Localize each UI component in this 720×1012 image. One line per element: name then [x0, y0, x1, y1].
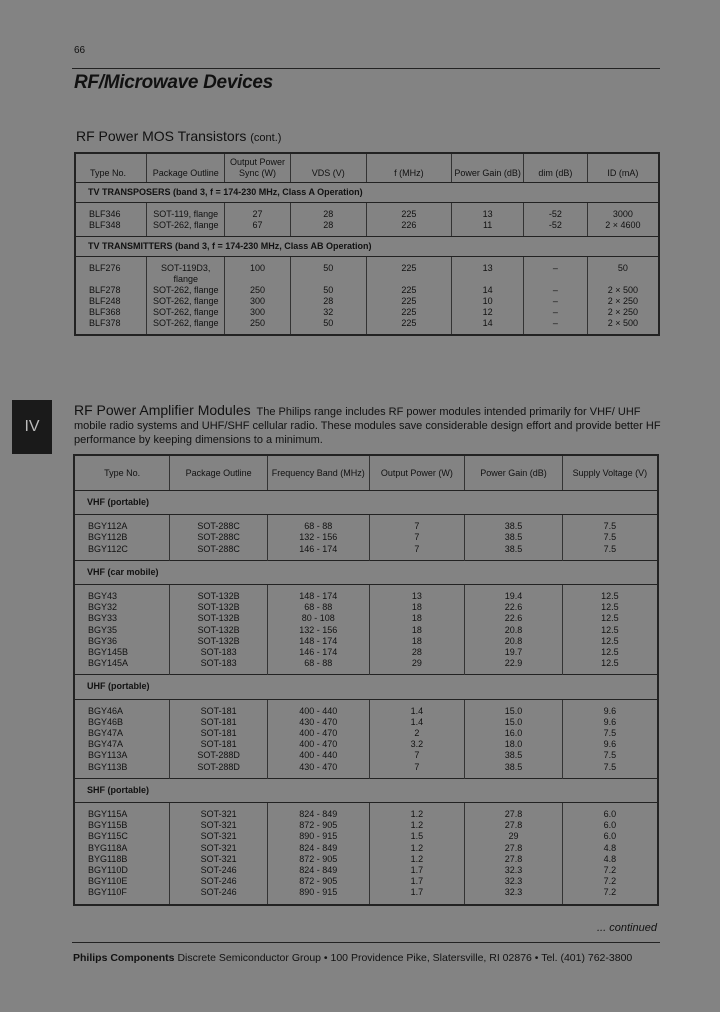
table-header-row — [75, 153, 659, 183]
table-cell: SOT-181 — [170, 699, 268, 717]
table-cell: 824 - 849 — [267, 865, 369, 876]
table-cell: 10 — [452, 296, 524, 307]
table-cell: SOT-181 — [170, 728, 268, 739]
amplifier-intro — [74, 403, 664, 447]
column-header: Frequency Band (MHz) — [267, 455, 369, 491]
table-cell: 67 — [225, 220, 291, 237]
table-cell: 28 — [290, 203, 366, 221]
table-cell: 12.5 — [562, 625, 658, 636]
table-cell: 27.8 — [465, 854, 563, 865]
group-label: VHF (car mobile) — [74, 560, 658, 584]
table-cell: SOT-321 — [170, 820, 268, 831]
table-cell: BGY46B — [88, 716, 124, 727]
table-cell: 12.5 — [562, 602, 658, 613]
table-cell: 80 - 108 — [267, 613, 369, 624]
table-cell: 1.5 — [369, 831, 465, 842]
table-cell: 38.5 — [465, 762, 563, 779]
table-cell: 19.7 — [465, 647, 563, 658]
table-cell: 225 — [366, 307, 452, 318]
table-cell: 400 - 440 — [267, 750, 369, 761]
table-cell: SOT-288C — [170, 544, 268, 561]
table-cell: 7 — [369, 515, 465, 533]
table-cell: 13 — [452, 203, 524, 221]
table-cell: 7 — [369, 750, 465, 761]
table-cell: 12.5 — [562, 636, 658, 647]
table-cell: 12.5 — [562, 647, 658, 658]
table-cell: 1.2 — [369, 854, 465, 865]
table-cell: BGY115B — [88, 820, 128, 831]
table-cell: SOT-288C — [170, 515, 268, 533]
table-cell: 27.8 — [465, 843, 563, 854]
table-row — [74, 658, 658, 675]
table-cell: – — [523, 257, 587, 286]
table-cell: 3.2 — [369, 739, 465, 750]
table-cell: 12.5 — [562, 613, 658, 624]
table-cell: 2 — [369, 728, 465, 739]
amplifier-module-table — [73, 454, 659, 906]
table-cell: 15.0 — [465, 699, 563, 717]
table-row — [74, 728, 658, 739]
table-cell: 68 - 88 — [267, 658, 369, 675]
table-cell: 4.8 — [562, 843, 658, 854]
table-cell: 12.5 — [562, 585, 658, 603]
table-cell: – — [523, 285, 587, 296]
table-cell: BGY115A — [88, 809, 128, 820]
table-cell: 6.0 — [562, 803, 658, 821]
table-row — [74, 843, 658, 854]
table-cell: 300 — [225, 307, 291, 318]
table-cell: BGY32 — [88, 602, 118, 613]
column-header: Type No. — [74, 455, 170, 491]
group-row — [74, 778, 658, 802]
table-cell: SOT-246 — [170, 887, 268, 904]
table-cell: 2 × 500 — [587, 318, 659, 335]
table-cell: BGY113A — [88, 750, 128, 761]
table-cell: 3000 — [587, 203, 659, 221]
table-cell: BLF348 — [75, 220, 147, 237]
table-cell: SOT-181 — [170, 717, 268, 728]
table-cell: 400 - 440 — [267, 699, 369, 717]
table-cell: 20.8 — [465, 625, 563, 636]
group-label: UHF (portable) — [74, 675, 658, 699]
table-cell: 28 — [290, 220, 366, 237]
table-row — [75, 307, 659, 318]
table-row — [74, 613, 658, 624]
table-cell: 225 — [366, 318, 452, 335]
table-cell: 824 - 849 — [267, 803, 369, 821]
table-cell: – — [523, 296, 587, 307]
table-cell: – — [523, 318, 587, 335]
table-cell: BLF248 — [89, 296, 121, 306]
table-cell: 1.2 — [369, 803, 465, 821]
table-cell: 1.2 — [369, 820, 465, 831]
group-label: VHF (portable) — [74, 491, 658, 515]
table-cell: 132 - 156 — [267, 625, 369, 636]
table-cell: 7.5 — [562, 728, 658, 739]
table-cell: 11 — [452, 220, 524, 237]
table-cell: BYG118B — [88, 853, 128, 864]
table-cell: 872 - 905 — [267, 820, 369, 831]
table-row — [74, 602, 658, 613]
column-header: dim (dB) — [523, 153, 587, 183]
table-row — [74, 762, 658, 779]
table-cell: SOT-119, flange — [147, 203, 225, 221]
table-cell: 2 × 500 — [587, 285, 659, 296]
column-header: Package Outline — [170, 455, 268, 491]
table-row — [75, 296, 659, 307]
group-label: TV TRANSMITTERS (band 3, f = 174-230 MHz, Class AB Operation) — [75, 237, 659, 257]
group-row — [75, 183, 659, 203]
table-cell: 430 - 470 — [267, 717, 369, 728]
table-cell: 18.0 — [465, 739, 563, 750]
table-cell: 400 - 470 — [267, 728, 369, 739]
table-cell: SOT-262, flange — [147, 307, 225, 318]
group-row — [74, 560, 658, 584]
table-row — [75, 220, 659, 237]
table-cell: SOT-132B — [170, 625, 268, 636]
table-cell: 7.5 — [562, 544, 658, 561]
table-row — [74, 820, 658, 831]
table-cell: SOT-321 — [170, 831, 268, 842]
table-row — [74, 699, 658, 717]
table-cell: BGY35 — [88, 624, 118, 635]
table-row — [75, 203, 659, 221]
table-cell: BGY112B — [88, 532, 128, 543]
table-row — [74, 739, 658, 750]
top-rule — [72, 68, 660, 69]
table-cell: 18 — [369, 613, 465, 624]
table-cell: 38.5 — [465, 750, 563, 761]
table-cell: 68 - 88 — [267, 602, 369, 613]
table-cell: 18 — [369, 625, 465, 636]
table-cell: 2 × 4600 — [587, 220, 659, 237]
table-cell: BLF378 — [75, 318, 147, 335]
table-cell: SOT-321 — [170, 803, 268, 821]
table-cell: 9.6 — [562, 717, 658, 728]
column-header: Power Gain (dB) — [465, 455, 563, 491]
page-number: 66 — [74, 45, 86, 56]
table-cell: SOT-183 — [170, 658, 268, 675]
table-cell: 225 — [366, 203, 452, 221]
section-heading-mos — [76, 128, 281, 144]
table-cell: 50 — [290, 257, 366, 286]
table-cell: BGY110F — [88, 887, 127, 898]
table-row — [75, 257, 659, 286]
table-cell: 22.9 — [465, 658, 563, 675]
column-header: Type No. — [75, 153, 147, 183]
table-cell: SOT-183 — [170, 647, 268, 658]
table-cell: 6.0 — [562, 831, 658, 842]
table-row — [74, 750, 658, 761]
table-cell: 7.5 — [562, 750, 658, 761]
table-cell: 1.4 — [369, 717, 465, 728]
table-cell: 890 - 915 — [267, 831, 369, 842]
table-cell: BGY47A — [88, 728, 124, 739]
table-cell: 872 - 905 — [267, 876, 369, 887]
footer-text: Discrete Semiconductor Group • 100 Providence Pike, Slatersville, RI 02876 • Tel. (401) 762-3800 — [177, 952, 633, 964]
table-row — [74, 717, 658, 728]
table-cell: BGY145B — [88, 647, 129, 658]
table-row — [74, 647, 658, 658]
table-cell: 250 — [225, 285, 291, 296]
table-cell: 400 - 470 — [267, 739, 369, 750]
table-cell: SOT-262, flange — [147, 296, 225, 307]
table-cell: 2 × 250 — [587, 296, 659, 307]
column-header: Supply Voltage (V) — [562, 455, 658, 491]
column-header: Power Gain (dB) — [452, 153, 524, 183]
table-row — [74, 887, 658, 904]
table-cell: 12 — [452, 307, 524, 318]
table-cell: SOT-132B — [170, 613, 268, 624]
table-cell: 7.5 — [562, 515, 658, 533]
column-header: f (MHz) — [366, 153, 452, 183]
table-cell: 9.6 — [562, 739, 658, 750]
table-cell: BGY115C — [88, 831, 128, 842]
table-cell: BGY47A — [88, 739, 124, 750]
table-cell: 27.8 — [465, 820, 563, 831]
table-cell: 14 — [452, 318, 524, 335]
table-cell: SOT-132B — [170, 585, 268, 603]
table-cell: BGY145A — [88, 658, 129, 669]
table-cell: 14 — [452, 285, 524, 296]
table-cell: 32.3 — [465, 876, 563, 887]
table-cell: 50 — [290, 318, 366, 335]
table-cell: 824 - 849 — [267, 843, 369, 854]
table-cell: 7 — [369, 762, 465, 779]
column-header: Output Power (W) — [369, 455, 465, 491]
table-cell: 68 - 88 — [267, 515, 369, 533]
table-cell: BGY110E — [88, 876, 128, 887]
table-cell: 12.5 — [562, 658, 658, 675]
table-cell: 300 — [225, 296, 291, 307]
table-cell: 1.7 — [369, 876, 465, 887]
table-cell: 28 — [369, 647, 465, 658]
table-cell: -52 — [523, 220, 587, 237]
table-cell: 148 - 174 — [267, 585, 369, 603]
group-label: TV TRANSPOSERS (band 3, f = 174-230 MHz, Class A Operation) — [75, 183, 659, 203]
table-cell: 38.5 — [465, 544, 563, 561]
table-cell: 1.4 — [369, 699, 465, 717]
table-cell: SOT-246 — [170, 876, 268, 887]
table-cell: BLF368 — [89, 307, 121, 317]
amplifier-heading: RF Power Amplifier Modules — [74, 402, 251, 418]
table-cell: 9.6 — [562, 699, 658, 717]
table-cell: BGY36 — [88, 635, 118, 646]
section-cont-label: (cont.) — [250, 132, 282, 144]
table-row — [74, 854, 658, 865]
group-row — [74, 491, 658, 515]
table-row — [74, 625, 658, 636]
table-cell: 22.6 — [465, 613, 563, 624]
table-cell: BGY46A — [88, 705, 124, 716]
table-row — [74, 544, 658, 561]
table-cell: 7.2 — [562, 865, 658, 876]
table-cell: 7.5 — [562, 532, 658, 543]
table-cell: 32.3 — [465, 865, 563, 876]
amplifier-intro-text: The Philips range includes RF power modules intended primarily for VHF/ UHF mobile radio systems and UHF/SHF cellular radio. These modules save considerable design effort and provide better HF performance by keeping dimensions to a minimum. — [74, 406, 661, 446]
table-cell: 2 × 250 — [587, 307, 659, 318]
table-cell: SOT-246 — [170, 865, 268, 876]
table-cell: 28 — [290, 296, 366, 307]
table-cell: 7.5 — [562, 762, 658, 779]
table-cell: 50 — [587, 257, 659, 286]
table-cell: 250 — [225, 318, 291, 335]
table-cell: 100 — [225, 257, 291, 286]
column-header: Package Outline — [147, 153, 225, 183]
group-label: SHF (portable) — [74, 778, 658, 802]
table-cell: 430 - 470 — [267, 762, 369, 779]
table-cell: BGY43 — [88, 591, 118, 602]
table-cell: 1.2 — [369, 843, 465, 854]
table-cell: 13 — [452, 257, 524, 286]
table-row — [74, 532, 658, 543]
table-cell: 6.0 — [562, 820, 658, 831]
table-cell: 148 - 174 — [267, 636, 369, 647]
table-cell: 132 - 156 — [267, 532, 369, 543]
table-cell: 1.7 — [369, 865, 465, 876]
table-cell: 29 — [369, 658, 465, 675]
table-cell: 7 — [369, 544, 465, 561]
table-cell: 146 - 174 — [267, 544, 369, 561]
table-cell: 20.8 — [465, 636, 563, 647]
table-cell: SOT-288C — [170, 532, 268, 543]
table-cell: BLF346 — [89, 209, 121, 219]
table-cell: BLF278 — [89, 285, 121, 295]
footer-brand: Philips Components — [73, 952, 175, 964]
section-tab-marker: IV — [12, 400, 52, 454]
table-cell: 18 — [369, 602, 465, 613]
table-cell: 225 — [366, 285, 452, 296]
table-cell: 22.6 — [465, 602, 563, 613]
table-cell: BGY112A — [88, 521, 128, 532]
table-cell: SOT-321 — [170, 854, 268, 865]
table-cell: BGY112C — [88, 543, 128, 554]
table-cell: 38.5 — [465, 532, 563, 543]
table-cell: 225 — [366, 296, 452, 307]
table-cell: 29 — [465, 831, 563, 842]
table-row — [74, 876, 658, 887]
table-cell: 32 — [290, 307, 366, 318]
table-cell: 7 — [369, 532, 465, 543]
table-cell: 226 — [366, 220, 452, 237]
bottom-rule — [72, 942, 660, 943]
table-cell: 7.2 — [562, 876, 658, 887]
table-cell: 27.8 — [465, 803, 563, 821]
table-row — [74, 585, 658, 603]
table-cell: 225 — [366, 257, 452, 286]
table-cell: 19.4 — [465, 585, 563, 603]
table-cell: SOT-181 — [170, 739, 268, 750]
column-header: Output Power Sync (W) — [225, 153, 291, 183]
table-cell: 18 — [369, 636, 465, 647]
table-cell: 872 - 905 — [267, 854, 369, 865]
table-cell: BGY33 — [88, 613, 118, 624]
table-cell: SOT-262, flange — [147, 220, 225, 237]
table-cell: SOT-288D — [170, 750, 268, 761]
table-cell: 13 — [369, 585, 465, 603]
table-cell: – — [523, 307, 587, 318]
table-cell: 146 - 174 — [267, 647, 369, 658]
table-row — [75, 285, 659, 296]
table-cell: SOT-288D — [170, 762, 268, 779]
table-cell: SOT-262, flange — [147, 285, 225, 296]
page-footer — [73, 952, 632, 964]
table-cell: SOT-132B — [170, 636, 268, 647]
table-cell: 38.5 — [465, 515, 563, 533]
table-cell: SOT-262, flange — [147, 318, 225, 335]
mos-transistor-table — [74, 152, 660, 336]
table-cell: SOT-119D3, flange — [147, 257, 225, 286]
table-cell: 4.8 — [562, 854, 658, 865]
section-heading-text: RF Power MOS Transistors — [76, 128, 247, 144]
table-cell: SOT-132B — [170, 602, 268, 613]
group-row — [75, 237, 659, 257]
table-cell: BLF276 — [89, 263, 121, 273]
table-cell: 15.0 — [465, 717, 563, 728]
group-row — [74, 675, 658, 699]
table-cell: 50 — [290, 285, 366, 296]
table-cell: BGY113B — [88, 761, 128, 772]
column-header: ID (mA) — [587, 153, 659, 183]
table-cell: SOT-321 — [170, 843, 268, 854]
table-cell: 7.2 — [562, 887, 658, 904]
table-row — [74, 831, 658, 842]
table-cell: BYG118A — [88, 842, 128, 853]
table-cell: 890 - 915 — [267, 887, 369, 904]
table-cell: BGY110D — [88, 865, 128, 876]
table-row — [74, 803, 658, 821]
table-row — [74, 515, 658, 533]
table-row — [75, 318, 659, 335]
continued-note: ... continued — [597, 922, 657, 934]
table-cell: 16.0 — [465, 728, 563, 739]
column-header: VDS (V) — [290, 153, 366, 183]
table-cell: 27 — [225, 203, 291, 221]
table-row — [74, 865, 658, 876]
page-title: RF/Microwave Devices — [74, 72, 273, 93]
table-cell: -52 — [523, 203, 587, 221]
table-header-row — [74, 455, 658, 491]
table-cell: 32.3 — [465, 887, 563, 904]
table-cell: 1.7 — [369, 887, 465, 904]
table-row — [74, 636, 658, 647]
